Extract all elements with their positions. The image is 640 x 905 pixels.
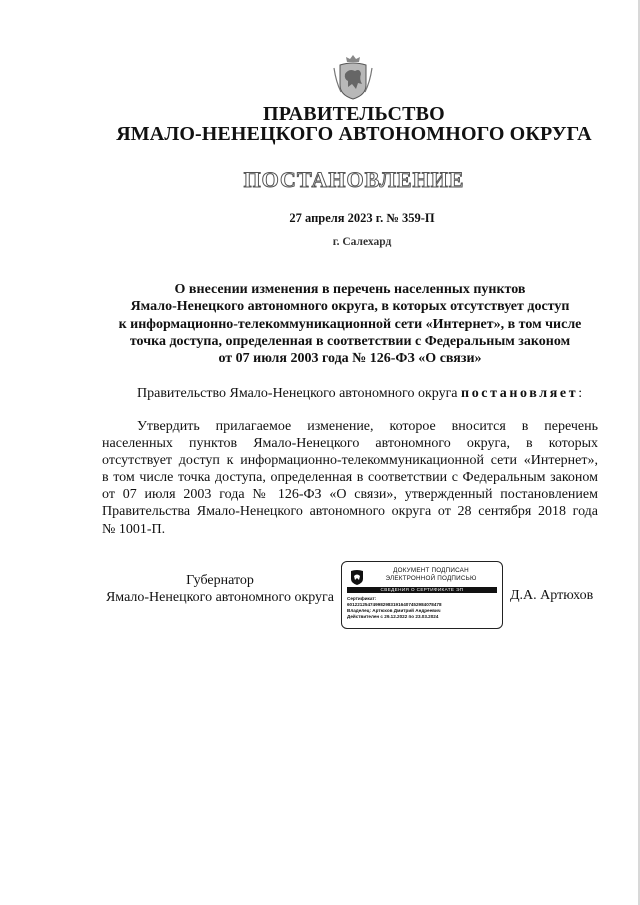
preamble	[137, 386, 582, 402]
document-type: ПОСТАНОВЛЕНИЕ	[243, 167, 465, 192]
stamp-owner: Владелец: Артюхов Дмитрий Андреевич	[347, 608, 441, 613]
body-line: от 07 июля 2003 года № 126-ФЗ «О связи», утвержденный постановлением	[102, 487, 598, 503]
body-line: в том числе точка доступа, определенная в соответствии с Федеральным законом	[102, 470, 598, 486]
coat-of-arms-icon	[331, 52, 375, 102]
stamp-cert-label: Сертификат:	[347, 596, 377, 601]
preamble-text: Правительство Ямало-Ненецкого автономного округа	[137, 386, 462, 401]
body-line: населенных пунктов Ямало-Ненецкого автономного округа, в которых	[102, 436, 598, 452]
body-line: Утвердить прилагаемое изменение, которое вносится в перечень	[137, 419, 598, 434]
title-line: к информационно-телекоммуникационной сети «Интернет», в том числе	[118, 316, 582, 332]
title-line: О внесении изменения в перечень населенных пунктов	[174, 282, 526, 297]
signatory-position	[102, 572, 338, 606]
preamble-colon: :	[578, 386, 583, 401]
government-title: ПРАВИТЕЛЬСТВО	[263, 103, 445, 125]
resolution-body	[102, 418, 598, 538]
body-line: Правительства Ямало-Ненецкого автономного округа от 28 сентября 2018 года	[102, 504, 598, 520]
document-date-number: 27 апреля 2023 г. № 359-П	[289, 211, 435, 225]
document-title	[90, 281, 610, 367]
title-line: точка доступа, определенная в соответствии с Федеральным законом	[129, 333, 571, 349]
stamp-header-line2: ЭЛЕКТРОННОЙ ПОДПИСЬЮ	[385, 575, 477, 582]
government-region: ЯМАЛО-НЕНЕЦКОГО АВТОНОМНОГО ОКРУГА	[116, 123, 592, 145]
stamp-cert-info	[347, 596, 442, 620]
body-line: отсутствует доступ к информационно-телекоммуникационной сети «Интернет»,	[102, 453, 598, 469]
electronic-signature-stamp	[341, 561, 503, 629]
document-city: г. Салехард	[332, 236, 392, 248]
title-line: Ямало-Ненецкого автономного округа, в которых отсутствует доступ	[130, 299, 570, 315]
stamp-emblem-icon	[349, 568, 365, 586]
title-line: от 07 июля 2003 года № 126-ФЗ «О связи»	[218, 351, 482, 367]
body-line: № 1001-П.	[102, 521, 166, 537]
preamble-resolves: постановляет	[461, 386, 579, 401]
signatory-name: Д.А. Артюхов	[510, 588, 594, 603]
stamp-header	[366, 567, 496, 583]
stamp-validity: Действителен с 29.12.2022 по 23.03.2024	[347, 614, 439, 619]
stamp-cert-number: 6012212547499829831916407452984078478	[347, 602, 442, 607]
signatory-position-line2: Ямало-Ненецкого автономного округа	[105, 590, 335, 605]
stamp-cert-bar: СВЕДЕНИЯ О СЕРТИФИКАТЕ ЭП	[347, 587, 497, 593]
signatory-position-line1: Губернатор	[186, 573, 254, 588]
stamp-header-line1: ДОКУМЕНТ ПОДПИСАН	[393, 567, 469, 574]
